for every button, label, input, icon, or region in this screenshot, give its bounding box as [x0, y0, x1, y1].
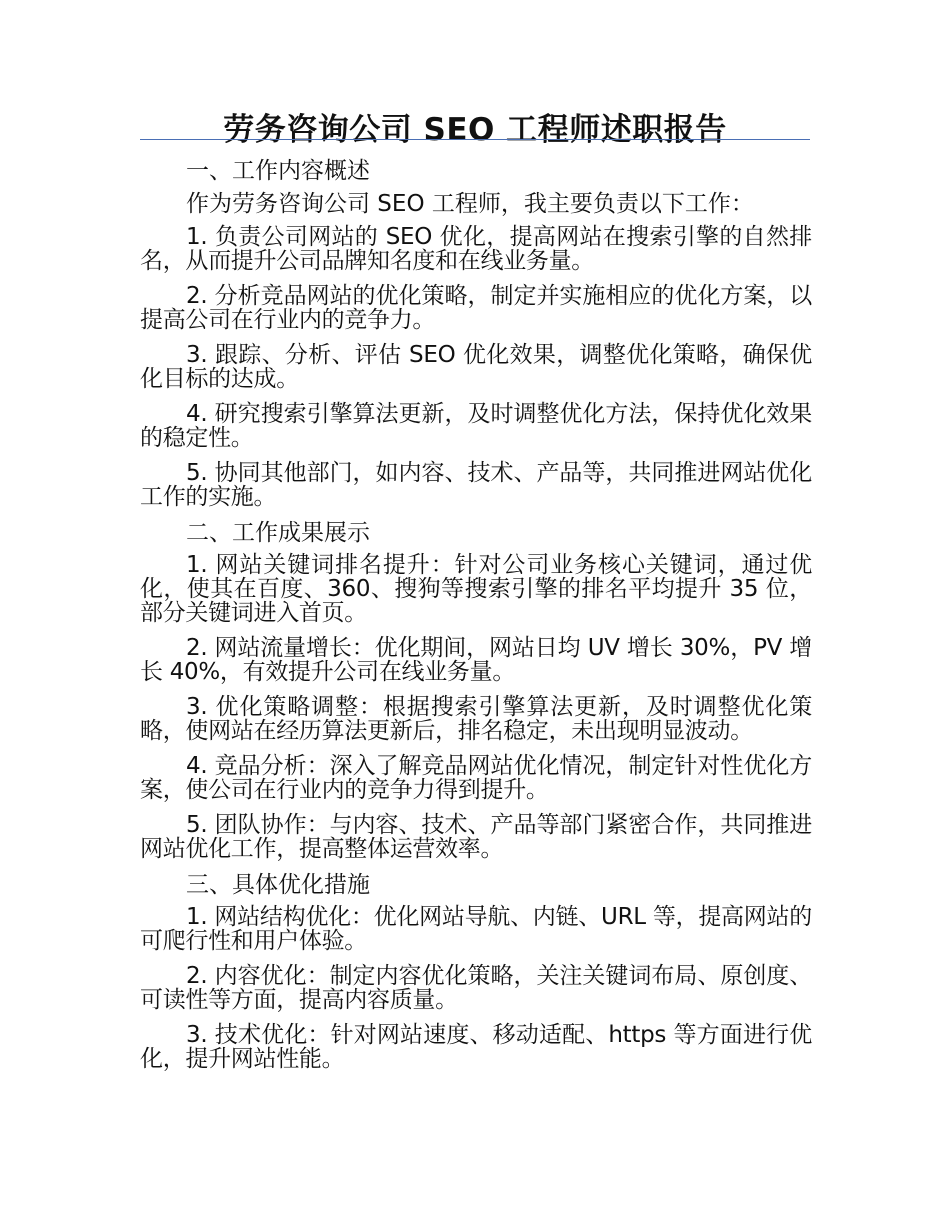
- list-item: 3. 技术优化：针对网站速度、移动适配、https 等方面进行优化，提升网站性能。: [140, 1022, 812, 1072]
- list-item: 1. 网站结构优化：优化网站导航、内链、URL 等，提高网站的可爬行性和用户体验。: [140, 904, 812, 954]
- list-item: 3. 跟踪、分析、评估 SEO 优化效果，调整优化策略，确保优化目标的达成。: [140, 342, 812, 392]
- list-item: 5. 团队协作：与内容、技术、产品等部门紧密合作，共同推进网站优化工作，提高整体运营效率。: [140, 812, 812, 862]
- document-title: 劳务咨询公司 SEO 工程师述职报告: [223, 112, 727, 148]
- title-underline: [140, 139, 810, 140]
- list-item: 4. 竞品分析：深入了解竞品网站优化情况，制定针对性优化方案，使公司在行业内的竞争力得到提升。: [140, 753, 812, 803]
- list-item: 2. 网站流量增长：优化期间，网站日均 UV 增长 30%，PV 增长 40%，有效提升公司在线业务量。: [140, 635, 812, 685]
- list-item: 3. 优化策略调整：根据搜索引擎算法更新，及时调整优化策略，使网站在经历算法更新后，排名稳定，未出现明显波动。: [140, 694, 812, 744]
- document-body: [140, 158, 812, 1082]
- list-item: 2. 内容优化：制定内容优化策略，关注关键词布局、原创度、可读性等方面，提高内容质量。: [140, 963, 812, 1013]
- section-heading-overview: 一、工作内容概述: [186, 158, 370, 184]
- list-item: 2. 分析竞品网站的优化策略，制定并实施相应的优化方案，以提高公司在行业内的竞争力。: [140, 283, 812, 333]
- list-item: 4. 研究搜索引擎算法更新，及时调整优化方法，保持优化效果的稳定性。: [140, 401, 812, 451]
- section-heading-results: 二、工作成果展示: [186, 520, 370, 546]
- list-item: 1. 网站关键词排名提升：针对公司业务核心关键词，通过优化，使其在百度、360、搜狗等搜索引擎的排名平均提升 35 位，部分关键词进入首页。: [140, 552, 812, 626]
- section-heading-measures: 三、具体优化措施: [186, 872, 370, 898]
- list-item: 1. 负责公司网站的 SEO 优化，提高网站在搜索引擎的自然排名，从而提升公司品牌知名度和在线业务量。: [140, 224, 812, 274]
- section-intro: 作为劳务咨询公司 SEO 工程师，我主要负责以下工作：: [186, 191, 754, 217]
- list-item: 5. 协同其他部门，如内容、技术、产品等，共同推进网站优化工作的实施。: [140, 460, 812, 510]
